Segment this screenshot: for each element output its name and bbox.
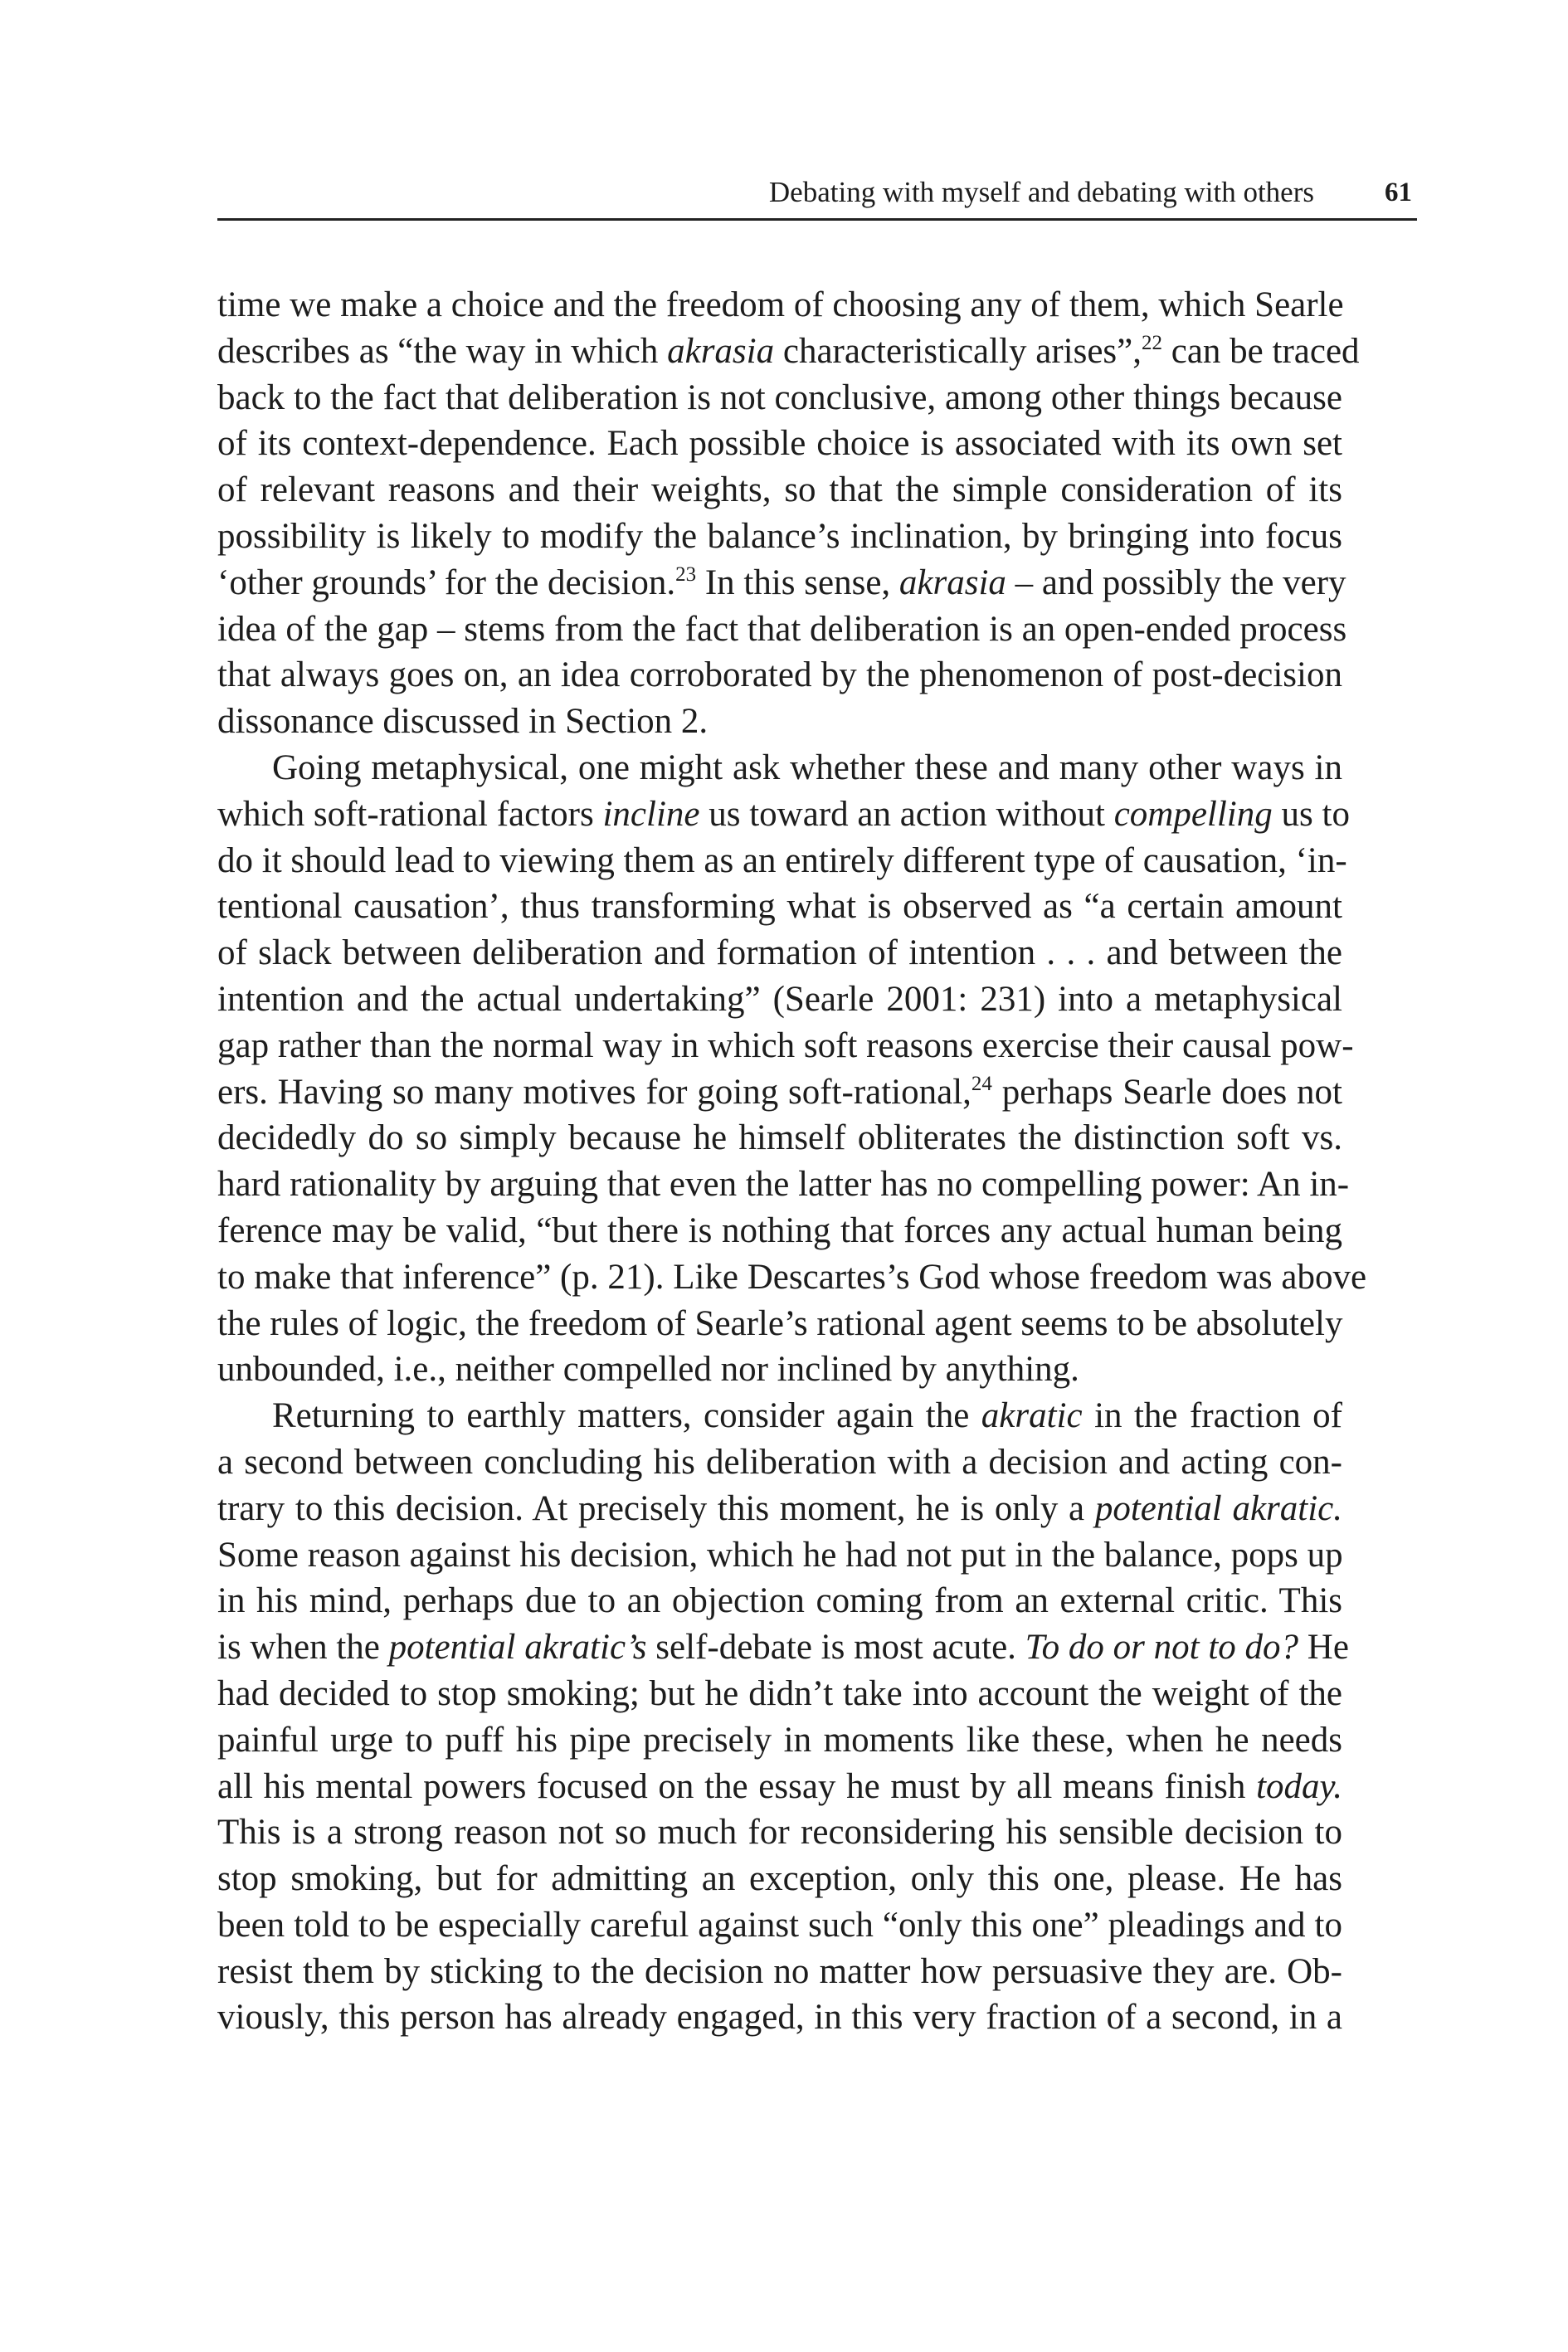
- page-number: 61: [1385, 178, 1412, 207]
- running-title: Debating with myself and debating with others: [768, 176, 1314, 208]
- text-span: of slack between deliberation and formation of intention . . . and between the: [217, 933, 1342, 973]
- text-line: [217, 1809, 1342, 1856]
- text-span: dissonance discussed in Section 2.: [217, 702, 709, 742]
- text-span: perhaps Searle does not: [991, 1072, 1342, 1112]
- text-span: trary to this decision. At precisely this moment, he is only a: [217, 1488, 1095, 1528]
- text-span: intention and the actual undertaking” (Searle 2001: 231) into a metaphysical: [217, 979, 1342, 1019]
- text-line: [217, 1486, 1342, 1532]
- text-span: in his mind, perhaps due to an objection coming from an external critic. This: [217, 1581, 1342, 1621]
- text-line: [217, 1439, 1342, 1486]
- text-span: This is a strong reason not so much for reconsidering his sensible decision to: [217, 1813, 1342, 1853]
- text-line: [217, 838, 1347, 884]
- text-line: [217, 560, 1346, 606]
- text-span: hard rationality by arguing that even the latter has no compelling power: An in-: [217, 1165, 1350, 1205]
- text-line: [217, 1532, 1342, 1579]
- text-span: idea of the gap – stems from the fact that deliberation is an open-ended process: [217, 609, 1347, 649]
- text-span: a second between concluding his deliberation with a decision and acting con-: [217, 1442, 1342, 1482]
- text-span: can be traced: [1162, 331, 1360, 371]
- text-span: do it should lead to viewing them as an entirely different type of causation, ‘in-: [217, 840, 1347, 880]
- text-line: [217, 652, 1342, 699]
- text-line: [217, 1393, 1342, 1439]
- text-span: time we make a choice and the freedom of choosing any of them, which Searle: [217, 285, 1344, 324]
- text-span: back to the fact that deliberation is not conclusive, among other things because: [217, 377, 1342, 417]
- text-span: all his mental powers focused on the essay he must by all means finish: [217, 1766, 1257, 1806]
- running-head: [217, 174, 1417, 221]
- text-line: [217, 1856, 1342, 1902]
- italic-span: today.: [1256, 1766, 1342, 1806]
- text-span: to make that inference” (p. 21). Like Descartes’s God whose freedom was above: [217, 1257, 1367, 1297]
- text-span: self-debate is most acute.: [646, 1628, 1025, 1668]
- footnote-ref: 23: [675, 562, 697, 586]
- text-line: [217, 467, 1342, 514]
- text-span: decidedly do so simply because he himself obliterates the distinction soft vs.: [217, 1118, 1342, 1158]
- text-line: [217, 884, 1342, 930]
- text-line: [217, 375, 1342, 421]
- text-span: resist them by sticking to the decision no matter how persuasive they are. Ob-: [217, 1951, 1342, 1991]
- text-span: unbounded, i.e., neither compelled nor inclined by anything.: [217, 1350, 1079, 1390]
- text-line: [217, 1254, 1367, 1301]
- text-span: gap rather than the normal way in which soft reasons exercise their causal pow-: [217, 1025, 1354, 1065]
- text-span: tentional causation’, thus transforming what is observed as “a certain amount: [217, 887, 1342, 927]
- text-line: [217, 1671, 1342, 1717]
- text-line: [217, 329, 1360, 375]
- text-span: viously, this person has already engaged, in this very fraction of a second, in a: [217, 1998, 1342, 2038]
- text-line: [217, 1994, 1342, 2041]
- italic-span: akratic: [981, 1396, 1083, 1436]
- text-span: He: [1298, 1628, 1349, 1668]
- text-span: In this sense,: [696, 562, 899, 602]
- text-span: which soft-rational factors: [217, 794, 603, 834]
- text-line: [217, 514, 1342, 560]
- footnote-ref: 24: [971, 1072, 992, 1095]
- text-span: describes as “the way in which: [217, 331, 668, 371]
- text-span: that always goes on, an idea corroborated by the phenomenon of post-decision: [217, 655, 1342, 695]
- text-line: [217, 1208, 1342, 1254]
- text-span: been told to be especially careful against such “only this one” pleadings and to: [217, 1905, 1342, 1945]
- text-line: [217, 1161, 1350, 1208]
- text-line: [217, 745, 1342, 791]
- text-span: Some reason against his decision, which he had not put in the balance, pops up: [217, 1535, 1343, 1575]
- text-line: [217, 1023, 1354, 1069]
- text-line: [217, 1346, 1342, 1393]
- text-span: – and possibly the very: [1006, 562, 1346, 602]
- text-span: characteristically arises”,: [774, 331, 1142, 371]
- text-span: of relevant reasons and their weights, so that the simple consideration of its: [217, 470, 1342, 510]
- text-span: had decided to stop smoking; but he didn’t take into account the weight of the: [217, 1673, 1342, 1713]
- text-line: [217, 976, 1342, 1023]
- text-line: [217, 699, 1342, 745]
- text-line: [217, 1301, 1342, 1347]
- italic-span: To do or not to do?: [1025, 1628, 1299, 1668]
- text-line: [217, 606, 1347, 653]
- text-line: [217, 1069, 1342, 1116]
- text-span: ers. Having so many motives for going soft-rational,: [217, 1072, 971, 1112]
- text-line: [217, 1115, 1342, 1161]
- text-line: [217, 1624, 1349, 1671]
- italic-span: incline: [602, 794, 700, 834]
- italic-span: akrasia: [667, 331, 775, 371]
- text-line: [217, 1717, 1342, 1764]
- text-span: of its context-dependence. Each possible choice is associated with its own set: [217, 424, 1342, 464]
- text-line: [217, 1764, 1342, 1810]
- text-span: us toward an action without: [699, 794, 1114, 834]
- text-line: [217, 930, 1342, 976]
- text-span: Returning to earthly matters, consider again the: [272, 1396, 981, 1436]
- body-text: [217, 282, 1367, 2041]
- text-span: Going metaphysical, one might ask whether these and many other ways in: [272, 747, 1342, 787]
- text-span: possibility is likely to modify the balance’s inclination, by bringing into focus: [217, 516, 1342, 556]
- text-span: painful urge to puff his pipe precisely in moments like these, when he needs: [217, 1720, 1342, 1760]
- text-span: the rules of logic, the freedom of Searle’s rational agent seems to be absolutely: [217, 1303, 1343, 1343]
- text-line: [217, 791, 1350, 838]
- italic-span: akrasia: [898, 562, 1006, 602]
- text-line: [217, 1902, 1342, 1949]
- text-line: [217, 421, 1342, 467]
- text-span: ference may be valid, “but there is nothing that forces any actual human being: [217, 1210, 1342, 1250]
- text-span: us to: [1272, 794, 1350, 834]
- text-span: is when the: [217, 1628, 389, 1668]
- text-span: stop smoking, but for admitting an exception, only this one, please. He has: [217, 1859, 1342, 1899]
- text-line: [217, 1578, 1342, 1624]
- text-span: ‘other grounds’ for the decision.: [217, 562, 676, 602]
- italic-span: compelling: [1113, 794, 1273, 834]
- text-line: [217, 1949, 1342, 1995]
- text-line: [217, 282, 1342, 329]
- text-span: in the fraction of: [1082, 1396, 1342, 1436]
- italic-span: potential akratic’s: [388, 1628, 647, 1668]
- footnote-ref: 22: [1142, 331, 1163, 354]
- italic-span: potential akratic.: [1094, 1488, 1342, 1528]
